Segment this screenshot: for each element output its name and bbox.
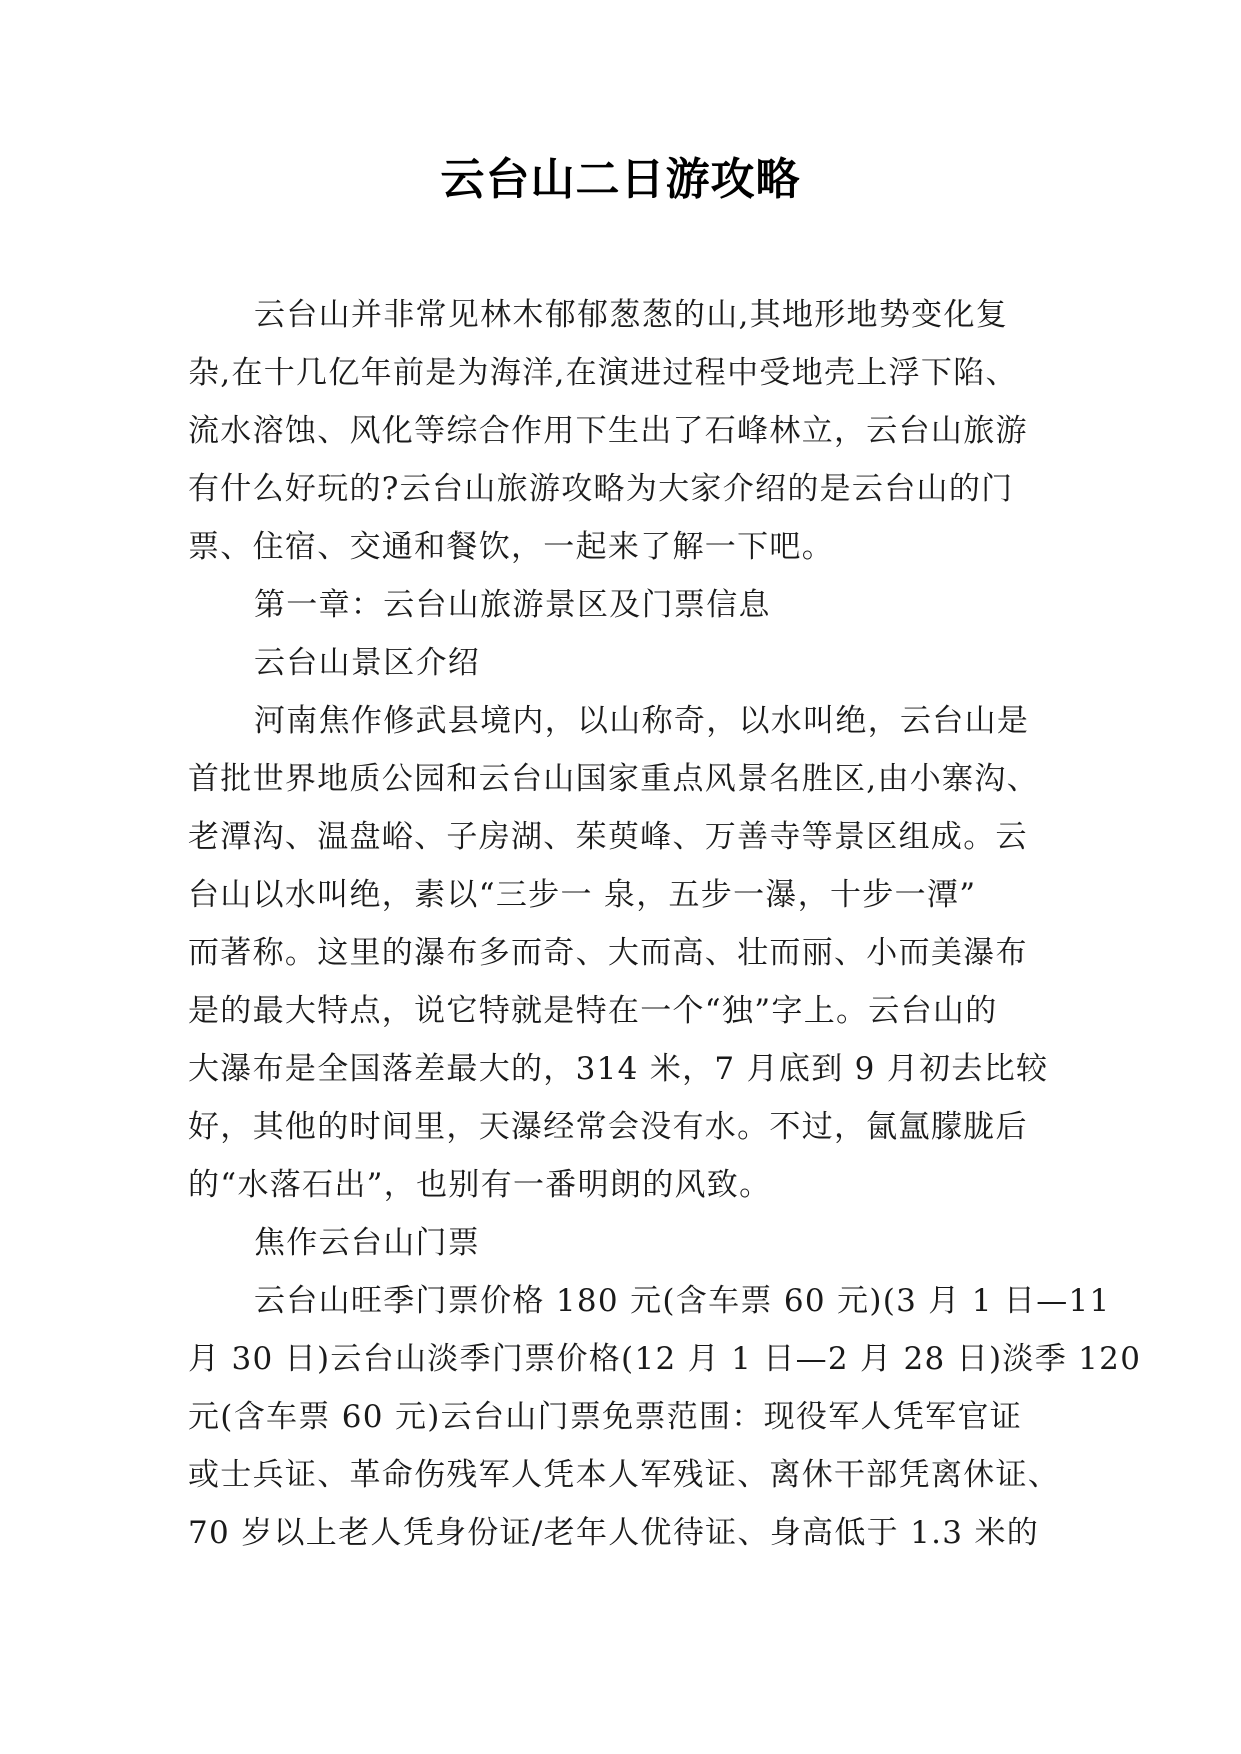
text-line: 的“水落石出”，也别有一番明朗的风致。: [188, 1167, 772, 1203]
text-line: 元(含车票 60 元)云台山门票免票范围：现役军人凭军官证: [188, 1399, 1023, 1435]
text-line: 云台山旺季门票价格 180 元(含车票 60 元)(3 月 1 日—11: [254, 1283, 1111, 1319]
text-line: 是的最大特点，说它特就是特在一个“独”字上。云台山的: [188, 993, 998, 1029]
text-line: 首批世界地质公园和云台山国家重点风景名胜区,由小寨沟、: [188, 761, 1039, 797]
text-line: 或士兵证、革命伤残军人凭本人军残证、离休干部凭离休证、: [188, 1457, 1061, 1493]
text-line: 票、住宿、交通和餐饮，一起来了解一下吧。: [188, 529, 834, 565]
text-line: 杂,在十几亿年前是为海洋,在演进过程中受地壳上浮下陷、: [188, 355, 1018, 391]
text-line: 大瀑布是全国落差最大的，314 米，7 月底到 9 月初去比较: [188, 1051, 1049, 1087]
text-line: 有什么好玩的?云台山旅游攻略为大家介绍的是云台山的门: [188, 471, 1014, 507]
text-line: 而著称。这里的瀑布多而奇、大而高、壮而丽、小而美瀑布: [188, 935, 1028, 971]
text-line: 70 岁以上老人凭身份证/老年人优待证、身高低于 1.3 米的: [188, 1515, 1040, 1551]
text-line: 台山以水叫绝，素以“三步一 泉，五步一瀑，十步一潭”: [188, 877, 977, 913]
document-title: 云台山二日游攻略: [440, 154, 801, 205]
text-line: 流水溶蚀、风化等综合作用下生出了石峰林立，云台山旅游: [188, 413, 1028, 449]
document-body: [188, 286, 1142, 1562]
section-heading: 云台山景区介绍: [254, 645, 481, 681]
text-line: 好，其他的时间里，天瀑经常会没有水。不过，氤氲朦胧后: [188, 1109, 1028, 1145]
section-heading: 焦作云台山门票: [254, 1225, 481, 1261]
text-line: 云台山并非常见林木郁郁葱葱的山,其地形地势变化复: [254, 297, 1009, 333]
text-line: 老潭沟、温盘峪、子房湖、茱萸峰、万善寺等景区组成。云: [188, 819, 1028, 855]
text-line: 河南焦作修武县境内，以山称奇，以水叫绝，云台山是: [254, 703, 1030, 739]
text-line: 月 30 日)云台山淡季门票价格(12 月 1 日—2 月 28 日)淡季 120: [188, 1341, 1142, 1377]
chapter-heading: 第一章：云台山旅游景区及门票信息: [254, 587, 771, 623]
